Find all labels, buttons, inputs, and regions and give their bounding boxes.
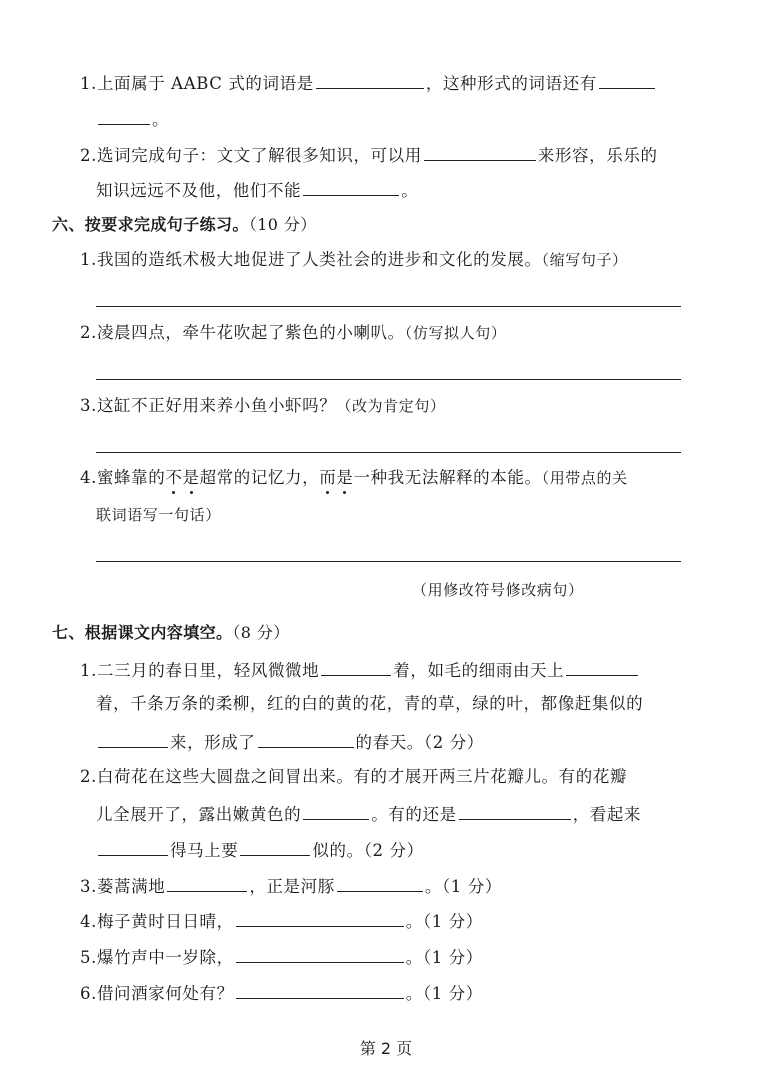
section-6-points: （10 分） bbox=[248, 215, 317, 234]
q6-4-text-b: 超常的记忆力， bbox=[199, 468, 320, 487]
q7-6-text-a: 6.借问酒家何处有？ bbox=[80, 984, 234, 1003]
answer-blank[interactable] bbox=[303, 177, 399, 196]
q7-5 bbox=[80, 944, 483, 970]
q6-3 bbox=[80, 394, 446, 418]
q6-1 bbox=[80, 248, 628, 272]
q7-5-text-b: 。（1 分） bbox=[405, 948, 483, 967]
q6-4-line1 bbox=[80, 466, 628, 490]
q7-2-line2 bbox=[96, 801, 641, 827]
answer-blank[interactable] bbox=[599, 70, 655, 89]
q5-1-text-a: 1.上面属于 AABC 式的词语是 bbox=[80, 74, 314, 93]
q5-1-text-b: ，这种形式的词语还有 bbox=[425, 74, 597, 93]
section-7-title: 七、根据课文内容填空。 bbox=[52, 623, 233, 642]
q7-3 bbox=[80, 873, 502, 899]
answer-blank[interactable] bbox=[236, 908, 404, 927]
q7-1-line1 bbox=[80, 657, 640, 683]
answer-blank[interactable] bbox=[459, 801, 571, 820]
answer-blank[interactable] bbox=[167, 873, 247, 892]
q5-1-line1 bbox=[80, 70, 657, 96]
section-7-heading bbox=[52, 621, 290, 645]
answer-blank[interactable] bbox=[240, 837, 310, 856]
answer-blank[interactable] bbox=[236, 944, 404, 963]
q7-4 bbox=[80, 908, 483, 934]
q6-4-line2 bbox=[96, 503, 221, 527]
q6-4-note-cont: 联词语写一句话） bbox=[96, 506, 221, 524]
answer-blank[interactable] bbox=[98, 729, 168, 748]
q7-2-line3 bbox=[96, 837, 424, 863]
answer-blank[interactable] bbox=[236, 980, 404, 999]
q5-2-text-c: 知识远远不及他，他们不能 bbox=[96, 181, 302, 200]
q7-2-line1 bbox=[80, 765, 627, 789]
q6-1-text: 1.我国的造纸术极大地促进了人类社会的进步和文化的发展。 bbox=[80, 250, 542, 269]
dotted-char: 不 bbox=[165, 468, 183, 487]
answer-blank[interactable] bbox=[566, 657, 638, 676]
section-7-points: （8 分） bbox=[232, 623, 290, 642]
q7-2-text-c: 。有的还是 bbox=[371, 805, 457, 824]
answer-blank[interactable] bbox=[258, 729, 354, 748]
q7-1-text-d: 来，形成了 bbox=[170, 733, 256, 752]
dotted-char: 是 bbox=[182, 468, 200, 487]
q7-1-line3 bbox=[96, 729, 484, 755]
answer-line-q6-3[interactable] bbox=[96, 452, 681, 453]
q6-3-text: 3.这缸不正好用来养小鱼小虾吗？ bbox=[80, 396, 337, 415]
answer-line-q6-4[interactable] bbox=[96, 561, 681, 562]
q7-1-text-c: 着，千条万条的柔柳，红的白的黄的花，青的草，绿的叶，都像赶集似的 bbox=[96, 694, 644, 713]
q5-2-line2 bbox=[96, 177, 418, 203]
q7-1-text-e: 的春天。（2 分） bbox=[355, 733, 484, 752]
answer-line-q6-2[interactable] bbox=[96, 379, 681, 380]
q6-2 bbox=[80, 321, 506, 345]
q7-3-text-a: 3.蒌蒿满地 bbox=[80, 877, 166, 896]
answer-blank[interactable] bbox=[316, 70, 424, 89]
q7-2-text-b: 儿全展开了，露出嫩黄色的 bbox=[96, 805, 302, 824]
q5-2-text-b: 来形容，乐乐的 bbox=[537, 146, 658, 165]
q7-2-text-a: 2.白荷花在这些大圆盘之间冒出来。有的才展开两三片花瓣儿。有的花瓣 bbox=[80, 767, 628, 786]
q7-6 bbox=[80, 980, 483, 1006]
q6-4-note: （用带点的关 bbox=[541, 469, 628, 487]
q7-2-text-d: ，看起来 bbox=[572, 805, 642, 824]
answer-blank[interactable] bbox=[303, 801, 369, 820]
q6-2-note: （仿写拟人句） bbox=[404, 324, 507, 342]
section-6-heading bbox=[52, 213, 317, 237]
answer-line-q6-1[interactable] bbox=[96, 306, 681, 307]
answer-blank[interactable] bbox=[98, 837, 168, 856]
q6-1-note: （缩写句子） bbox=[541, 251, 628, 269]
q6-5-note bbox=[412, 578, 584, 602]
dotted-char: 而 bbox=[319, 468, 337, 487]
answer-blank[interactable] bbox=[337, 873, 423, 892]
q7-1-text-b: 着，如毛的细雨由天上 bbox=[393, 661, 565, 680]
q5-2-text-a: 2.选词完成句子：文文了解很多知识，可以用 bbox=[80, 146, 422, 165]
q7-2-text-f: 似的。（2 分） bbox=[312, 841, 424, 860]
answer-blank[interactable] bbox=[424, 142, 536, 161]
q7-1-line2 bbox=[96, 692, 643, 716]
q5-2-end: 。 bbox=[401, 181, 419, 200]
q7-3-text-c: 。（1 分） bbox=[424, 877, 502, 896]
q7-2-text-e: 得马上要 bbox=[170, 841, 239, 860]
q6-3-note: （改为肯定句） bbox=[336, 397, 446, 415]
q6-4-text-a: 4.蜜蜂靠的 bbox=[80, 468, 166, 487]
q6-4-text-c: 一种我无法解释的本能。 bbox=[353, 468, 542, 487]
q7-4-text-b: 。（1 分） bbox=[405, 912, 483, 931]
q7-5-text-a: 5.爆竹声中一岁除， bbox=[80, 948, 234, 967]
q7-3-text-b: ，正是河豚 bbox=[249, 877, 335, 896]
q5-2-line1 bbox=[80, 142, 658, 168]
q7-1-text-a: 1.二三月的春日里，轻风微微地 bbox=[80, 661, 320, 680]
answer-blank[interactable] bbox=[321, 657, 391, 676]
answer-blank[interactable] bbox=[98, 106, 150, 125]
section-6-title: 六、按要求完成句子练习。 bbox=[52, 215, 249, 234]
q5-1-line2 bbox=[96, 106, 169, 132]
dotted-char: 是 bbox=[336, 468, 354, 487]
q7-4-text-a: 4.梅子黄时日日晴， bbox=[80, 912, 234, 931]
q7-6-text-b: 。（1 分） bbox=[405, 984, 483, 1003]
q6-2-text: 2.凌晨四点，牵牛花吹起了紫色的小喇叭。 bbox=[80, 323, 405, 342]
page-number: 第 2 页 bbox=[359, 1039, 413, 1058]
q5-1-end: 。 bbox=[152, 110, 170, 129]
q6-5-note-text: （用修改符号修改病句） bbox=[412, 581, 584, 599]
